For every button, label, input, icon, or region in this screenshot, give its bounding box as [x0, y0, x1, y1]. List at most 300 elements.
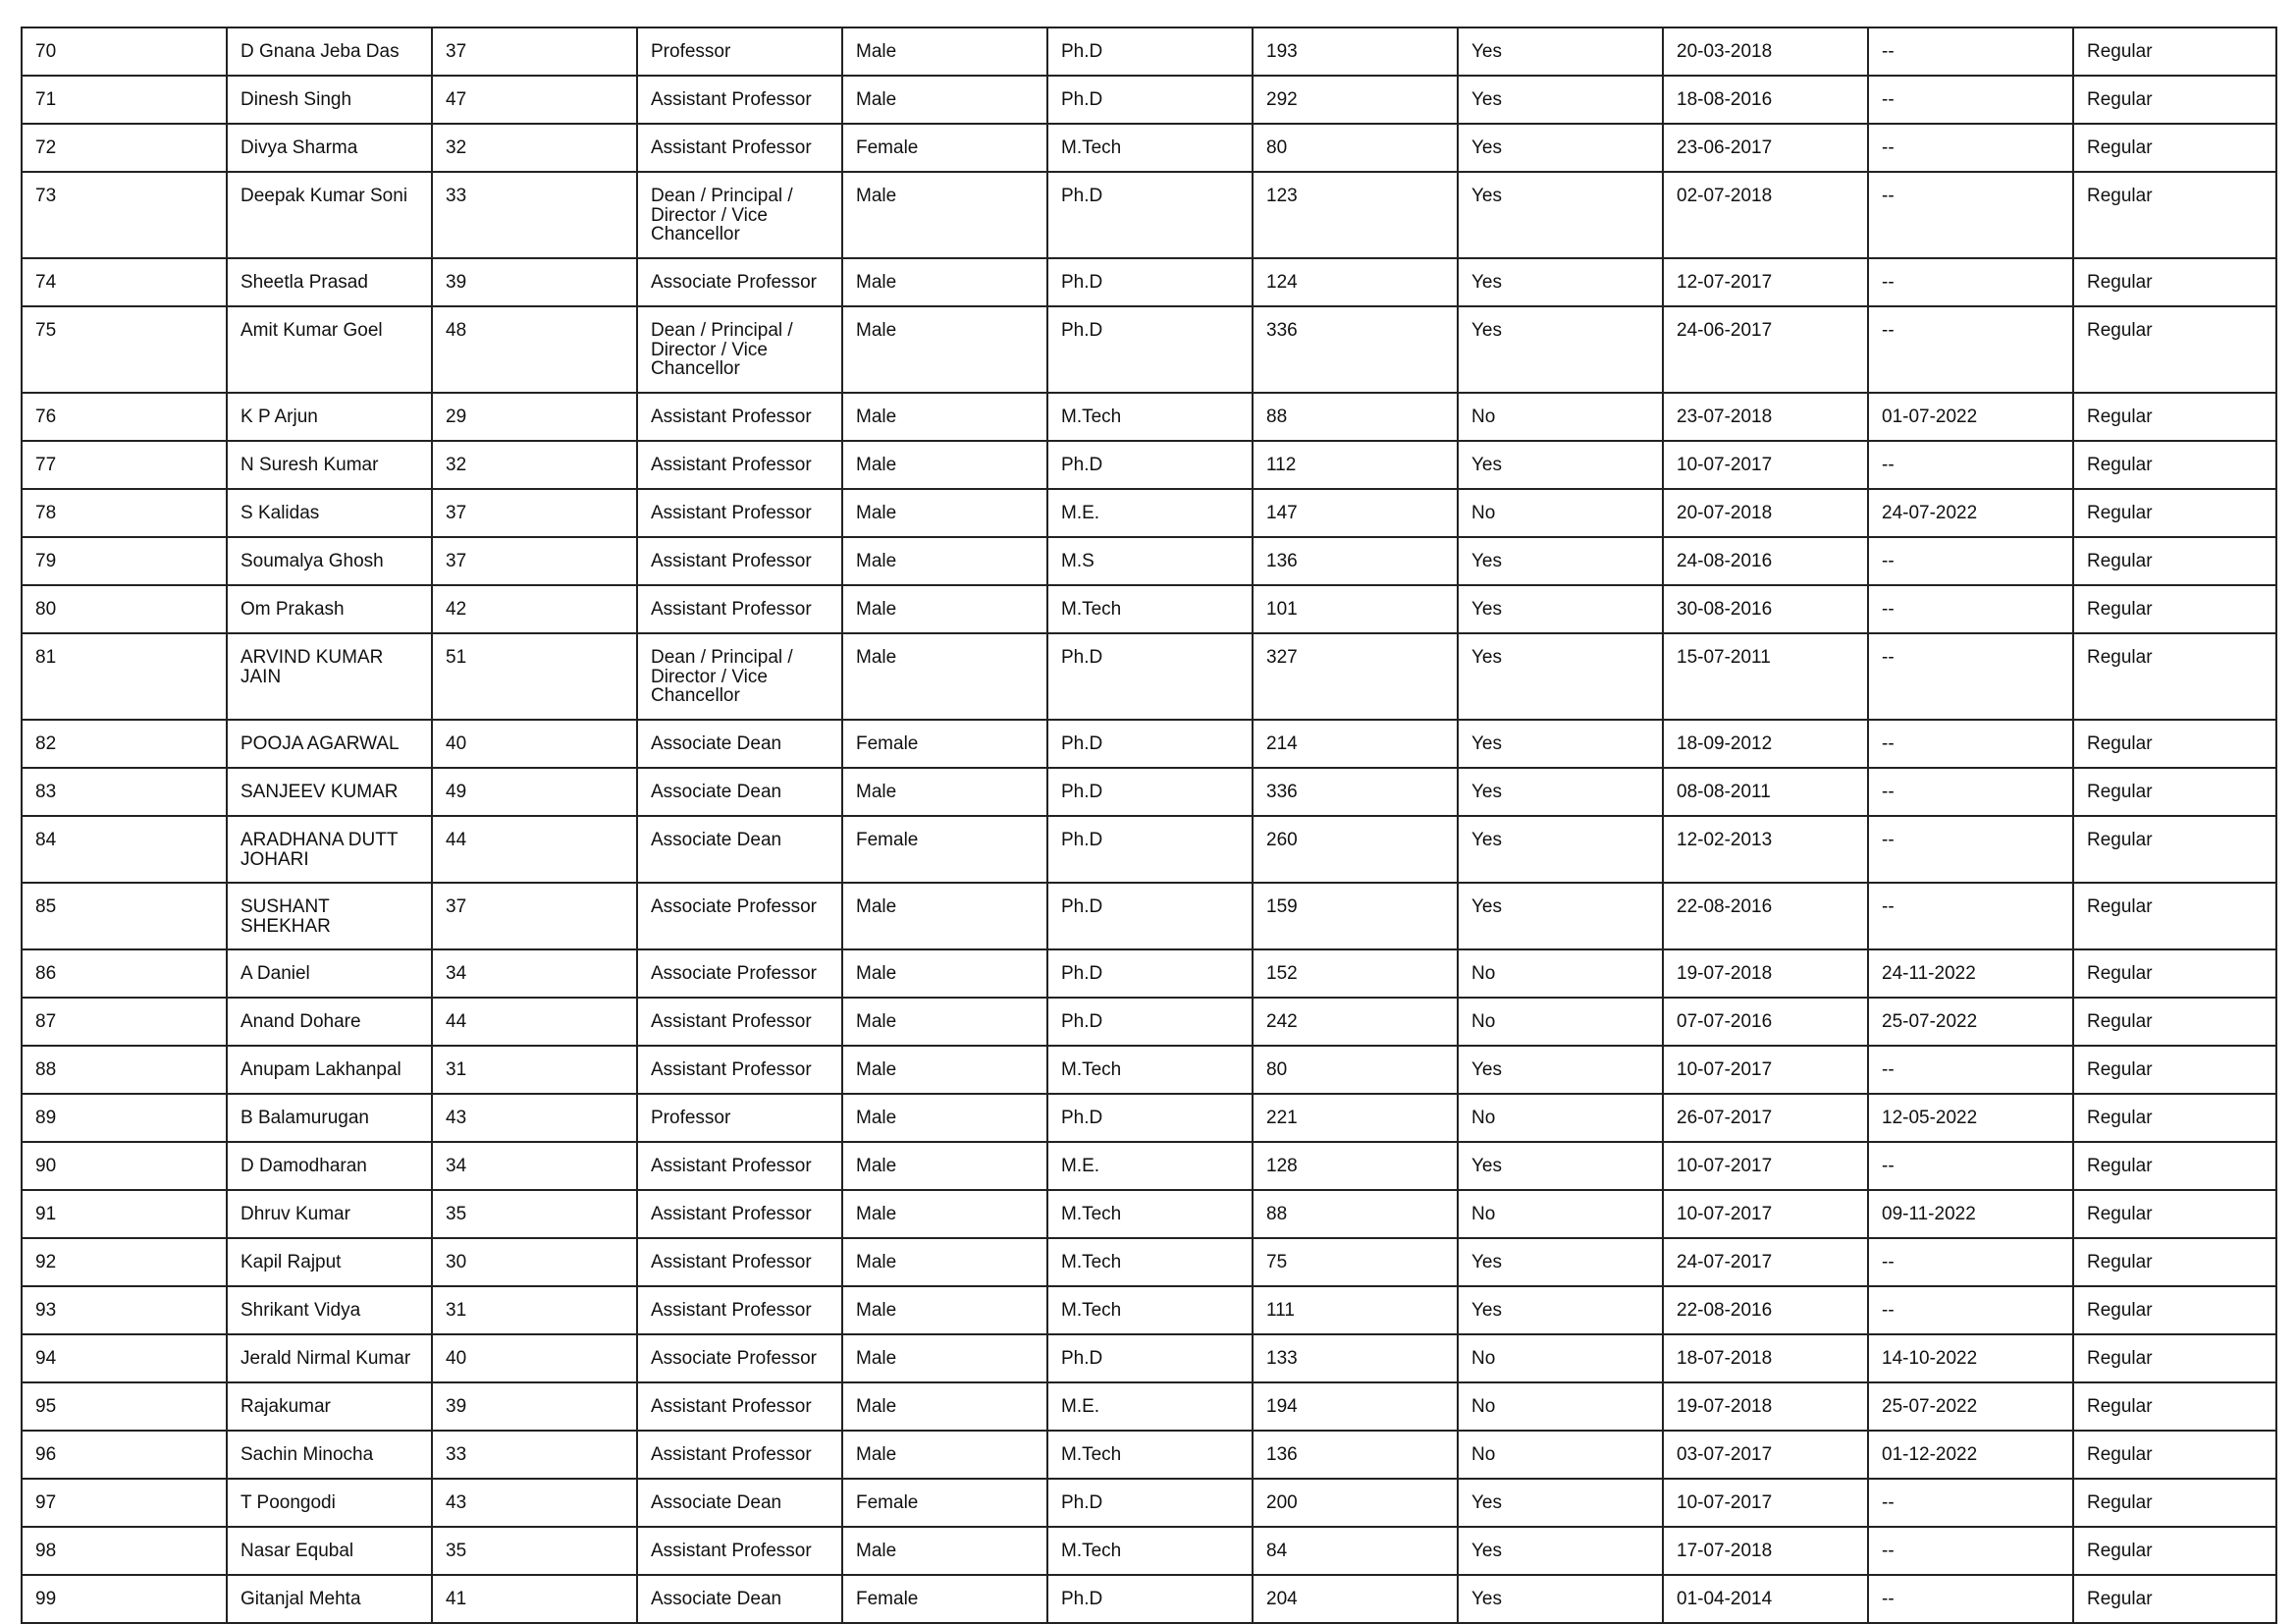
cell-leaving-date: --: [1868, 633, 2073, 720]
cell-serial-no: 95: [22, 1382, 227, 1431]
cell-serial-no: 74: [22, 258, 227, 306]
cell-qualification: M.Tech: [1047, 1286, 1253, 1334]
cell-appointment-type: Regular: [2073, 1382, 2276, 1431]
cell-age: 37: [432, 883, 637, 949]
cell-appointment-type: Regular: [2073, 998, 2276, 1046]
table-row: [22, 441, 2276, 489]
table-row: [22, 1479, 2276, 1527]
cell-designation: Associate Professor: [637, 258, 842, 306]
cell-qualification: Ph.D: [1047, 633, 1253, 720]
cell-appointment-type: Regular: [2073, 537, 2276, 585]
cell-qualification: M.Tech: [1047, 1527, 1253, 1575]
cell-appointment-type: Regular: [2073, 816, 2276, 883]
cell-serial-no: 84: [22, 816, 227, 883]
cell-experience-months: 260: [1253, 816, 1458, 883]
cell-joining-date: 20-03-2018: [1663, 27, 1868, 76]
cell-age: 37: [432, 27, 637, 76]
cell-faculty-name: Anand Dohare: [227, 998, 432, 1046]
cell-designation: Dean / Principal / Director / Vice Chancellor: [637, 633, 842, 720]
cell-gender: Male: [842, 1190, 1047, 1238]
cell-age: 32: [432, 124, 637, 172]
cell-appointment-type: Regular: [2073, 76, 2276, 124]
cell-faculty-name: SANJEEV KUMAR: [227, 768, 432, 816]
cell-currently-associated: Yes: [1458, 27, 1663, 76]
cell-leaving-date: --: [1868, 172, 2073, 258]
table-row: [22, 1382, 2276, 1431]
cell-joining-date: 24-08-2016: [1663, 537, 1868, 585]
cell-designation: Professor: [637, 1094, 842, 1142]
cell-designation: Assistant Professor: [637, 1190, 842, 1238]
table-row: [22, 1046, 2276, 1094]
cell-experience-months: 112: [1253, 441, 1458, 489]
cell-joining-date: 18-08-2016: [1663, 76, 1868, 124]
cell-leaving-date: --: [1868, 76, 2073, 124]
cell-gender: Male: [842, 949, 1047, 998]
cell-qualification: M.Tech: [1047, 1046, 1253, 1094]
cell-joining-date: 15-07-2011: [1663, 633, 1868, 720]
cell-appointment-type: Regular: [2073, 1575, 2276, 1623]
cell-currently-associated: No: [1458, 1334, 1663, 1382]
cell-joining-date: 12-02-2013: [1663, 816, 1868, 883]
cell-age: 51: [432, 633, 637, 720]
cell-serial-no: 70: [22, 27, 227, 76]
cell-qualification: M.Tech: [1047, 124, 1253, 172]
cell-experience-months: 136: [1253, 537, 1458, 585]
cell-designation: Associate Dean: [637, 816, 842, 883]
cell-designation: Assistant Professor: [637, 998, 842, 1046]
cell-appointment-type: Regular: [2073, 172, 2276, 258]
table-row: [22, 306, 2276, 393]
cell-joining-date: 22-08-2016: [1663, 1286, 1868, 1334]
cell-appointment-type: Regular: [2073, 768, 2276, 816]
cell-serial-no: 94: [22, 1334, 227, 1382]
cell-joining-date: 24-06-2017: [1663, 306, 1868, 393]
table-row: [22, 998, 2276, 1046]
cell-gender: Male: [842, 1238, 1047, 1286]
cell-gender: Male: [842, 258, 1047, 306]
cell-joining-date: 22-08-2016: [1663, 883, 1868, 949]
cell-gender: Female: [842, 720, 1047, 768]
cell-experience-months: 152: [1253, 949, 1458, 998]
cell-designation: Associate Dean: [637, 720, 842, 768]
cell-gender: Male: [842, 489, 1047, 537]
cell-qualification: M.Tech: [1047, 1238, 1253, 1286]
cell-leaving-date: --: [1868, 883, 2073, 949]
cell-serial-no: 90: [22, 1142, 227, 1190]
cell-designation: Associate Professor: [637, 949, 842, 998]
cell-experience-months: 101: [1253, 585, 1458, 633]
cell-serial-no: 75: [22, 306, 227, 393]
cell-currently-associated: Yes: [1458, 633, 1663, 720]
cell-serial-no: 92: [22, 1238, 227, 1286]
cell-gender: Male: [842, 998, 1047, 1046]
cell-serial-no: 81: [22, 633, 227, 720]
cell-age: 39: [432, 258, 637, 306]
cell-appointment-type: Regular: [2073, 1334, 2276, 1382]
cell-experience-months: 204: [1253, 1575, 1458, 1623]
cell-joining-date: 10-07-2017: [1663, 1046, 1868, 1094]
cell-experience-months: 124: [1253, 258, 1458, 306]
table-row: [22, 949, 2276, 998]
cell-joining-date: 08-08-2011: [1663, 768, 1868, 816]
cell-qualification: M.Tech: [1047, 1431, 1253, 1479]
cell-qualification: Ph.D: [1047, 1094, 1253, 1142]
cell-leaving-date: --: [1868, 1238, 2073, 1286]
cell-designation: Assistant Professor: [637, 393, 842, 441]
cell-faculty-name: Om Prakash: [227, 585, 432, 633]
cell-serial-no: 91: [22, 1190, 227, 1238]
cell-joining-date: 20-07-2018: [1663, 489, 1868, 537]
cell-experience-months: 80: [1253, 124, 1458, 172]
cell-gender: Male: [842, 76, 1047, 124]
cell-designation: Associate Professor: [637, 1334, 842, 1382]
cell-appointment-type: Regular: [2073, 1479, 2276, 1527]
table-row: [22, 720, 2276, 768]
cell-joining-date: 18-07-2018: [1663, 1334, 1868, 1382]
cell-currently-associated: Yes: [1458, 1527, 1663, 1575]
cell-currently-associated: No: [1458, 998, 1663, 1046]
cell-joining-date: 10-07-2017: [1663, 1190, 1868, 1238]
cell-faculty-name: B Balamurugan: [227, 1094, 432, 1142]
cell-designation: Assistant Professor: [637, 1527, 842, 1575]
cell-faculty-name: Deepak Kumar Soni: [227, 172, 432, 258]
cell-age: 33: [432, 172, 637, 258]
cell-leaving-date: --: [1868, 441, 2073, 489]
cell-currently-associated: No: [1458, 1431, 1663, 1479]
cell-appointment-type: Regular: [2073, 1527, 2276, 1575]
cell-faculty-name: S Kalidas: [227, 489, 432, 537]
cell-serial-no: 82: [22, 720, 227, 768]
cell-currently-associated: No: [1458, 393, 1663, 441]
cell-leaving-date: 01-07-2022: [1868, 393, 2073, 441]
cell-currently-associated: No: [1458, 1382, 1663, 1431]
cell-joining-date: 30-08-2016: [1663, 585, 1868, 633]
cell-age: 30: [432, 1238, 637, 1286]
cell-qualification: Ph.D: [1047, 27, 1253, 76]
cell-experience-months: 242: [1253, 998, 1458, 1046]
cell-designation: Dean / Principal / Director / Vice Chancellor: [637, 172, 842, 258]
cell-faculty-name: Jerald Nirmal Kumar: [227, 1334, 432, 1382]
cell-designation: Dean / Principal / Director / Vice Chancellor: [637, 306, 842, 393]
cell-appointment-type: Regular: [2073, 441, 2276, 489]
cell-experience-months: 136: [1253, 1431, 1458, 1479]
table-row: [22, 27, 2276, 76]
cell-appointment-type: Regular: [2073, 720, 2276, 768]
cell-currently-associated: Yes: [1458, 1479, 1663, 1527]
cell-qualification: Ph.D: [1047, 883, 1253, 949]
cell-joining-date: 12-07-2017: [1663, 258, 1868, 306]
cell-currently-associated: Yes: [1458, 306, 1663, 393]
cell-age: 29: [432, 393, 637, 441]
cell-age: 31: [432, 1046, 637, 1094]
cell-age: 35: [432, 1527, 637, 1575]
cell-gender: Male: [842, 768, 1047, 816]
cell-age: 32: [432, 441, 637, 489]
cell-leaving-date: --: [1868, 1286, 2073, 1334]
cell-joining-date: 01-04-2014: [1663, 1575, 1868, 1623]
cell-experience-months: 111: [1253, 1286, 1458, 1334]
cell-qualification: Ph.D: [1047, 306, 1253, 393]
cell-experience-months: 123: [1253, 172, 1458, 258]
cell-currently-associated: Yes: [1458, 124, 1663, 172]
cell-designation: Assistant Professor: [637, 1046, 842, 1094]
cell-faculty-name: Gitanjal Mehta: [227, 1575, 432, 1623]
cell-experience-months: 336: [1253, 768, 1458, 816]
cell-faculty-name: SUSHANT SHEKHAR: [227, 883, 432, 949]
cell-designation: Professor: [637, 27, 842, 76]
cell-designation: Assistant Professor: [637, 1286, 842, 1334]
cell-joining-date: 23-07-2018: [1663, 393, 1868, 441]
table-row: [22, 1190, 2276, 1238]
cell-joining-date: 23-06-2017: [1663, 124, 1868, 172]
cell-qualification: Ph.D: [1047, 1334, 1253, 1382]
cell-faculty-name: Kapil Rajput: [227, 1238, 432, 1286]
table-row: [22, 489, 2276, 537]
cell-serial-no: 71: [22, 76, 227, 124]
cell-experience-months: 88: [1253, 1190, 1458, 1238]
cell-experience-months: 128: [1253, 1142, 1458, 1190]
cell-joining-date: 17-07-2018: [1663, 1527, 1868, 1575]
cell-appointment-type: Regular: [2073, 489, 2276, 537]
cell-currently-associated: Yes: [1458, 1046, 1663, 1094]
cell-gender: Female: [842, 1479, 1047, 1527]
cell-designation: Assistant Professor: [637, 585, 842, 633]
cell-age: 40: [432, 1334, 637, 1382]
cell-faculty-name: Amit Kumar Goel: [227, 306, 432, 393]
cell-qualification: Ph.D: [1047, 998, 1253, 1046]
cell-appointment-type: Regular: [2073, 1094, 2276, 1142]
cell-faculty-name: Divya Sharma: [227, 124, 432, 172]
cell-age: 35: [432, 1190, 637, 1238]
cell-currently-associated: No: [1458, 949, 1663, 998]
cell-experience-months: 80: [1253, 1046, 1458, 1094]
cell-currently-associated: Yes: [1458, 1575, 1663, 1623]
cell-appointment-type: Regular: [2073, 1142, 2276, 1190]
cell-leaving-date: 14-10-2022: [1868, 1334, 2073, 1382]
cell-age: 37: [432, 489, 637, 537]
table-row: [22, 1238, 2276, 1286]
cell-currently-associated: Yes: [1458, 258, 1663, 306]
cell-faculty-name: K P Arjun: [227, 393, 432, 441]
table-row: [22, 1431, 2276, 1479]
cell-leaving-date: 09-11-2022: [1868, 1190, 2073, 1238]
cell-faculty-name: D Gnana Jeba Das: [227, 27, 432, 76]
table-row: [22, 258, 2276, 306]
cell-qualification: Ph.D: [1047, 1575, 1253, 1623]
cell-faculty-name: Sachin Minocha: [227, 1431, 432, 1479]
cell-experience-months: 159: [1253, 883, 1458, 949]
cell-leaving-date: 24-07-2022: [1868, 489, 2073, 537]
cell-gender: Male: [842, 1334, 1047, 1382]
table-row: [22, 393, 2276, 441]
cell-age: 48: [432, 306, 637, 393]
table-row: [22, 1334, 2276, 1382]
cell-appointment-type: Regular: [2073, 633, 2276, 720]
cell-appointment-type: Regular: [2073, 1286, 2276, 1334]
cell-qualification: M.E.: [1047, 1142, 1253, 1190]
cell-leaving-date: --: [1868, 124, 2073, 172]
cell-appointment-type: Regular: [2073, 27, 2276, 76]
cell-currently-associated: No: [1458, 1094, 1663, 1142]
cell-gender: Male: [842, 585, 1047, 633]
cell-faculty-name: ARVIND KUMAR JAIN: [227, 633, 432, 720]
cell-gender: Male: [842, 172, 1047, 258]
cell-serial-no: 89: [22, 1094, 227, 1142]
table-row: [22, 1527, 2276, 1575]
cell-serial-no: 76: [22, 393, 227, 441]
cell-faculty-name: D Damodharan: [227, 1142, 432, 1190]
cell-experience-months: 221: [1253, 1094, 1458, 1142]
cell-serial-no: 80: [22, 585, 227, 633]
cell-serial-no: 93: [22, 1286, 227, 1334]
cell-qualification: M.S: [1047, 537, 1253, 585]
cell-age: 49: [432, 768, 637, 816]
cell-designation: Associate Dean: [637, 1479, 842, 1527]
cell-gender: Female: [842, 816, 1047, 883]
cell-qualification: M.E.: [1047, 1382, 1253, 1431]
cell-appointment-type: Regular: [2073, 1046, 2276, 1094]
cell-appointment-type: Regular: [2073, 585, 2276, 633]
table-row: [22, 76, 2276, 124]
cell-joining-date: 10-07-2017: [1663, 1479, 1868, 1527]
cell-age: 40: [432, 720, 637, 768]
cell-faculty-name: Nasar Equbal: [227, 1527, 432, 1575]
cell-experience-months: 336: [1253, 306, 1458, 393]
table-row: [22, 1094, 2276, 1142]
cell-age: 34: [432, 949, 637, 998]
faculty-table: [21, 27, 2277, 1624]
cell-gender: Male: [842, 1094, 1047, 1142]
cell-designation: Assistant Professor: [637, 1382, 842, 1431]
cell-leaving-date: --: [1868, 258, 2073, 306]
cell-leaving-date: --: [1868, 1046, 2073, 1094]
cell-joining-date: 02-07-2018: [1663, 172, 1868, 258]
cell-designation: Assistant Professor: [637, 537, 842, 585]
cell-currently-associated: Yes: [1458, 720, 1663, 768]
cell-serial-no: 96: [22, 1431, 227, 1479]
cell-age: 41: [432, 1575, 637, 1623]
cell-faculty-name: Soumalya Ghosh: [227, 537, 432, 585]
cell-joining-date: 10-07-2017: [1663, 1142, 1868, 1190]
cell-joining-date: 07-07-2016: [1663, 998, 1868, 1046]
table-row: [22, 585, 2276, 633]
cell-currently-associated: Yes: [1458, 537, 1663, 585]
cell-designation: Associate Professor: [637, 883, 842, 949]
cell-qualification: Ph.D: [1047, 1479, 1253, 1527]
cell-age: 44: [432, 998, 637, 1046]
cell-gender: Male: [842, 27, 1047, 76]
cell-appointment-type: Regular: [2073, 949, 2276, 998]
cell-leaving-date: --: [1868, 537, 2073, 585]
table-row: [22, 537, 2276, 585]
cell-leaving-date: 24-11-2022: [1868, 949, 2073, 998]
cell-joining-date: 24-07-2017: [1663, 1238, 1868, 1286]
cell-currently-associated: Yes: [1458, 441, 1663, 489]
cell-currently-associated: Yes: [1458, 172, 1663, 258]
cell-gender: Male: [842, 1527, 1047, 1575]
cell-age: 43: [432, 1479, 637, 1527]
cell-currently-associated: Yes: [1458, 768, 1663, 816]
cell-qualification: M.E.: [1047, 489, 1253, 537]
table-row: [22, 768, 2276, 816]
cell-joining-date: 10-07-2017: [1663, 441, 1868, 489]
cell-experience-months: 292: [1253, 76, 1458, 124]
cell-qualification: Ph.D: [1047, 720, 1253, 768]
cell-gender: Male: [842, 1046, 1047, 1094]
cell-leaving-date: --: [1868, 720, 2073, 768]
table-row: [22, 816, 2276, 883]
cell-appointment-type: Regular: [2073, 124, 2276, 172]
cell-leaving-date: --: [1868, 585, 2073, 633]
cell-serial-no: 87: [22, 998, 227, 1046]
cell-serial-no: 85: [22, 883, 227, 949]
cell-currently-associated: Yes: [1458, 883, 1663, 949]
cell-joining-date: 18-09-2012: [1663, 720, 1868, 768]
cell-faculty-name: Anupam Lakhanpal: [227, 1046, 432, 1094]
table-row: [22, 172, 2276, 258]
cell-age: 37: [432, 537, 637, 585]
table-row: [22, 633, 2276, 720]
cell-faculty-name: ARADHANA DUTT JOHARI: [227, 816, 432, 883]
cell-currently-associated: Yes: [1458, 816, 1663, 883]
cell-joining-date: 19-07-2018: [1663, 1382, 1868, 1431]
cell-qualification: M.Tech: [1047, 1190, 1253, 1238]
cell-age: 31: [432, 1286, 637, 1334]
cell-gender: Male: [842, 393, 1047, 441]
cell-qualification: Ph.D: [1047, 172, 1253, 258]
cell-serial-no: 98: [22, 1527, 227, 1575]
cell-leaving-date: --: [1868, 1479, 2073, 1527]
cell-faculty-name: POOJA AGARWAL: [227, 720, 432, 768]
cell-faculty-name: Dinesh Singh: [227, 76, 432, 124]
cell-serial-no: 73: [22, 172, 227, 258]
cell-currently-associated: Yes: [1458, 1142, 1663, 1190]
cell-experience-months: 88: [1253, 393, 1458, 441]
table-row: [22, 883, 2276, 949]
cell-experience-months: 194: [1253, 1382, 1458, 1431]
cell-qualification: Ph.D: [1047, 441, 1253, 489]
cell-currently-associated: Yes: [1458, 1238, 1663, 1286]
cell-joining-date: 26-07-2017: [1663, 1094, 1868, 1142]
cell-gender: Male: [842, 1286, 1047, 1334]
cell-qualification: Ph.D: [1047, 768, 1253, 816]
cell-serial-no: 97: [22, 1479, 227, 1527]
cell-appointment-type: Regular: [2073, 258, 2276, 306]
cell-serial-no: 72: [22, 124, 227, 172]
cell-designation: Assistant Professor: [637, 489, 842, 537]
cell-serial-no: 78: [22, 489, 227, 537]
table-row: [22, 1286, 2276, 1334]
cell-qualification: M.Tech: [1047, 585, 1253, 633]
cell-joining-date: 19-07-2018: [1663, 949, 1868, 998]
cell-serial-no: 86: [22, 949, 227, 998]
cell-qualification: Ph.D: [1047, 949, 1253, 998]
cell-leaving-date: --: [1868, 1142, 2073, 1190]
cell-currently-associated: Yes: [1458, 585, 1663, 633]
cell-faculty-name: T Poongodi: [227, 1479, 432, 1527]
cell-gender: Male: [842, 1382, 1047, 1431]
table-row: [22, 124, 2276, 172]
cell-designation: Assistant Professor: [637, 1142, 842, 1190]
cell-qualification: Ph.D: [1047, 816, 1253, 883]
cell-age: 42: [432, 585, 637, 633]
cell-faculty-name: Shrikant Vidya: [227, 1286, 432, 1334]
cell-designation: Assistant Professor: [637, 1431, 842, 1479]
cell-appointment-type: Regular: [2073, 306, 2276, 393]
cell-designation: Assistant Professor: [637, 124, 842, 172]
cell-serial-no: 83: [22, 768, 227, 816]
table-row: [22, 1142, 2276, 1190]
